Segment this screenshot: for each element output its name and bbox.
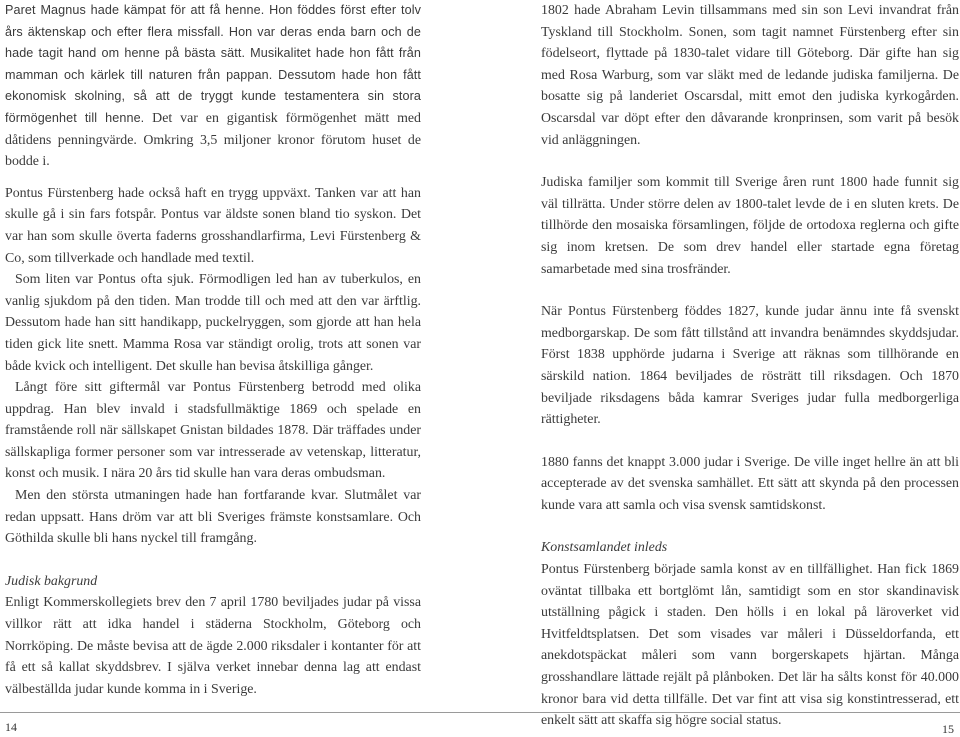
paragraph: Enligt Kommerskollegiets brev den 7 april 1780 beviljades judar på vissa villkor rätt att idka handel i städerna Stockholm, Göteborg och Norrköping. De måste bevisa att de ägde 2.000 riksdaler i kontanter för att få ett så kallat skyddsbrev. I själva verket innebar denna lag att endast välbeställda judar kunde komma in i Sverige. (5, 595, 421, 697)
paragraph: 1880 fanns det knappt 3.000 judar i Sverige. De ville inget hellre än att bli accepterade av det svenska samhället. Ett sätt att skynda på den processen kunde vara att samla och visa svensk samtidskonst. (541, 454, 959, 513)
paragraph: Pontus Fürstenberg började samla konst av en tillfällighet. Han fick 1869 oväntat tillbaka ett bortglömt lån, samtidigt som en stor skandinavisk utställning pågick i staden. Den hölls i en lokal på läroverket vid Hvitfeldtsplatsen. Det som visades var måleri i Düsseldorfanda, ett anekdotspäckat måleri som vann borgerskapets hjärtan. Många grosshandlare lättade rejält på plånboken. Det lär ha sålts konst för 40.000 kronor bara vid detta tillfälle. Det var fint att visa sig konstintresserad, ett enkelt sätt att skaffa sig högre social status. (541, 562, 959, 729)
footer-rule (0, 712, 960, 713)
paragraph: Långt före sitt giftermål var Pontus Fürstenberg betrodd med olika uppdrag. Han blev invald i stadsfullmäktige 1869 och spelade en framstående roll när sällskapet Gnistan bildades 1878. Där träffades under sällskapliga former personer som var intresserade av vetenskap, litteratur, konst och musik. I nära 20 års tid skulle han vara deras ombudsman. (5, 380, 421, 482)
page-number-left: 14 (5, 720, 17, 734)
section-heading: Konstsamlandet inleds (541, 540, 668, 556)
page-number-right: 15 (942, 722, 954, 736)
paragraph: Judiska familjer som kommit till Sverige åren runt 1800 hade funnit sig väl tillrätta. Under större delen av 1800-talet levde de i en sluten krets. De tillhörde den mosaiska församlingen, följde de ortodoxa reglerna och gifte sig inom kretsen. De som drev handel eller startade egna företag samarbetade med sina trosfränder. (541, 175, 959, 277)
paragraph (5, 0, 421, 173)
paragraph: 1802 hade Abraham Levin tillsammans med sin son Levi invandrat från Tyskland till Stockholm. Sonen, som tagit namnet Fürstenberg efter sin födelseort, flyttade på 1830-talet vidare till Göteborg. Där gifte han sig med Rosa Warburg, som var släkt med de ledande judiska familjerna. De bosatte sig på landeriet Oscarsdal, mitt emot den judiska kyrkogården. Oscarsdal var döpt efter den dåvarande kronprinsen, som varit på besök vid anläggningen. (541, 3, 959, 148)
paragraph: När Pontus Fürstenberg föddes 1827, kunde judar ännu inte få svenskt medborgarskap. De som fått tillstånd att invandra benämndes skyddsjudar. Först 1838 upphörde judarna i Sverige att räknas som tillhörande en särskild nation. 1864 beviljades de rösträtt till riksdagen. Och 1870 beviljade riksdagens båda kamrar Sveriges judar fulla medborgerliga rättigheter. (541, 304, 959, 428)
right-column (541, 0, 959, 732)
left-column (5, 0, 421, 700)
paragraph-sans-part: Paret Magnus hade kämpat för att få henne. Hon föddes först efter tolv års äktenskap och efter flera missfall. Hon var deras enda barn och de hade tagit hand om henne på bästa sätt. Musikalitet hade hon fått från mamman och kärlek till naturen från pappan. Dessutom hade hon fått ekonomisk skolning, så att de tryggt kunde testamentera sin stora förmögenhet till henne. (5, 3, 421, 125)
paragraph: Pontus Fürstenberg hade också haft en trygg uppväxt. Tanken var att han skulle gå i sin fars fotspår. Pontus var äldste sonen bland tio syskon. Det var han som skulle överta faderns grosshandlarfirma, Levi Fürstenberg & Co, som tillverkade och handlade med textil. (5, 185, 421, 266)
paragraph-serif-part: Det var en gigantisk förmögenhet mätt med dåtidens penningvärde. Omkring 3,5 miljoner kronor förutom huset de bodde i. (5, 110, 422, 170)
paragraph: Som liten var Pontus ofta sjuk. Förmodligen led han av tuberkulos, en vanlig sjukdom på den tiden. Man trodde till och med att den var ärftlig. Dessutom hade han sitt handikapp, puckelryggen, som gjorde att han hela tiden gick lite snett. Mamma Rosa var ständigt orolig, trots att sonen var både kvick och intelligent. Det skulle han bevisa åtskilliga gånger. (5, 272, 421, 374)
section-heading: Judisk bakgrund (5, 573, 98, 589)
paragraph: Men den största utmaningen hade han fortfarande kvar. Slutmålet var redan uppsatt. Hans dröm var att bli Sveriges främste konstsamlare. Och Göthilda skulle bli hans nyckel till framgång. (5, 488, 421, 547)
